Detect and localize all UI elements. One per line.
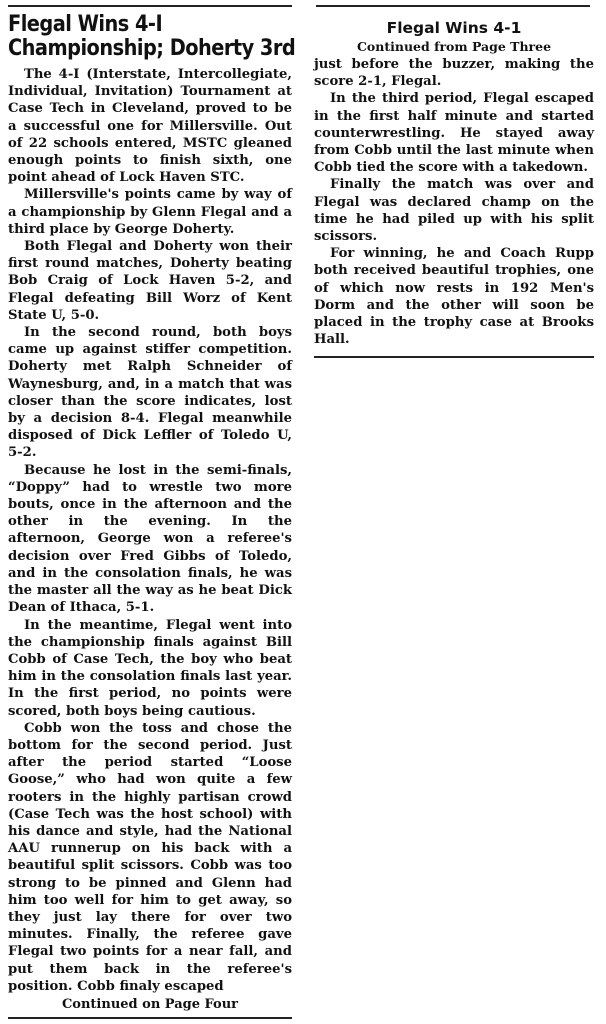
article-paragraph: In the meantime, Flegal went into the championship finals against Bill Cobb of Case Tech, the boy who beat him in the consolation finals last year. In the first period, no points were scored, both boys being cautious.: [8, 617, 292, 719]
top-rule: [8, 5, 292, 7]
article-paragraph: Millersville's points came by way of a championship by Glenn Flegal and a third place by George Doherty.: [8, 187, 292, 237]
left-column: [8, 0, 296, 1019]
headline: [8, 12, 296, 61]
bottom-rule: [314, 356, 594, 358]
article-paragraph: Cobb won the toss and chose the bottom for the second period. Just after the period started “Loose Goose,” who had won quite a few rooters in the highly partisan crowd (Case Tech was the host school) with his dance and style, had the National AAU runnerup on his back with a beautiful split scissors. Cobb was too strong to be pinned and Glenn had him too well for him to get away, so they just lay there for over two minutes. Finally, the referee gave Flegal two points for a near fall, and put them back in the referee's position. Cobb finaly escaped: [8, 720, 292, 994]
article-paragraph: Because he lost in the semi-finals, “Doppy” had to wrestle two more bouts, once in the afternoon and the other in the evening. In the afternoon, George won a referee's decision over Fred Gibbs of Toledo, and in the consolation finals, he was the master all the way as he beat Dick Dean of Ithaca, 5-1.: [8, 462, 292, 616]
right-column: [314, 0, 594, 358]
continuation-headline: Flegal Wins 4-1: [386, 19, 522, 37]
bottom-rule: [8, 1017, 292, 1019]
top-rule: [316, 5, 590, 7]
continued-on-line: Continued on Page Four: [61, 996, 239, 1012]
article-paragraph: The 4-I (Interstate, Intercollegiate, Individual, Invitation) Tournament at Case Tech in Cleveland, proved to be a successful one for Millersville. Out of 22 schools entered, MSTC gleaned enough points to finish sixth, one point ahead of Lock Haven STC.: [8, 67, 292, 186]
article-paragraph: In the third period, Flegal escaped in the first half minute and started counterwrestling. He stayed away from Cobb until the last minute when Cobb tied the score with a takedown.: [314, 91, 594, 176]
article-paragraph: just before the buzzer, making the score 2-1, Flegal.: [314, 57, 594, 90]
article-paragraph: For winning, he and Coach Rupp both received beautiful trophies, one of which now rests in 192 Men's Dorm and the other will soon be placed in the trophy case at Brooks Hall.: [314, 246, 594, 348]
headline-line-2: Championship; Doherty 3rd: [8, 36, 296, 61]
headline-line-1: Flegal Wins 4-I: [8, 12, 163, 37]
article-paragraph: In the second round, both boys came up against stiffer competition. Doherty met Ralph Schneider of Waynesburg, and, in a match that was closer than the score indicates, lost by a decision 8-4. Flegal meanwhile disposed of Dick Leffler of Toledo U, 5-2.: [8, 325, 292, 461]
continued-from-line: Continued from Page Three: [356, 39, 552, 54]
article-paragraph: Finally the match was over and Flegal was declared champ on the time he had piled up with his split scissors.: [314, 177, 594, 245]
article-paragraph: Both Flegal and Doherty won their first round matches, Doherty beating Bob Craig of Lock Haven 5-2, and Flegal defeating Bill Worz of Kent State U, 5-0.: [8, 239, 292, 323]
